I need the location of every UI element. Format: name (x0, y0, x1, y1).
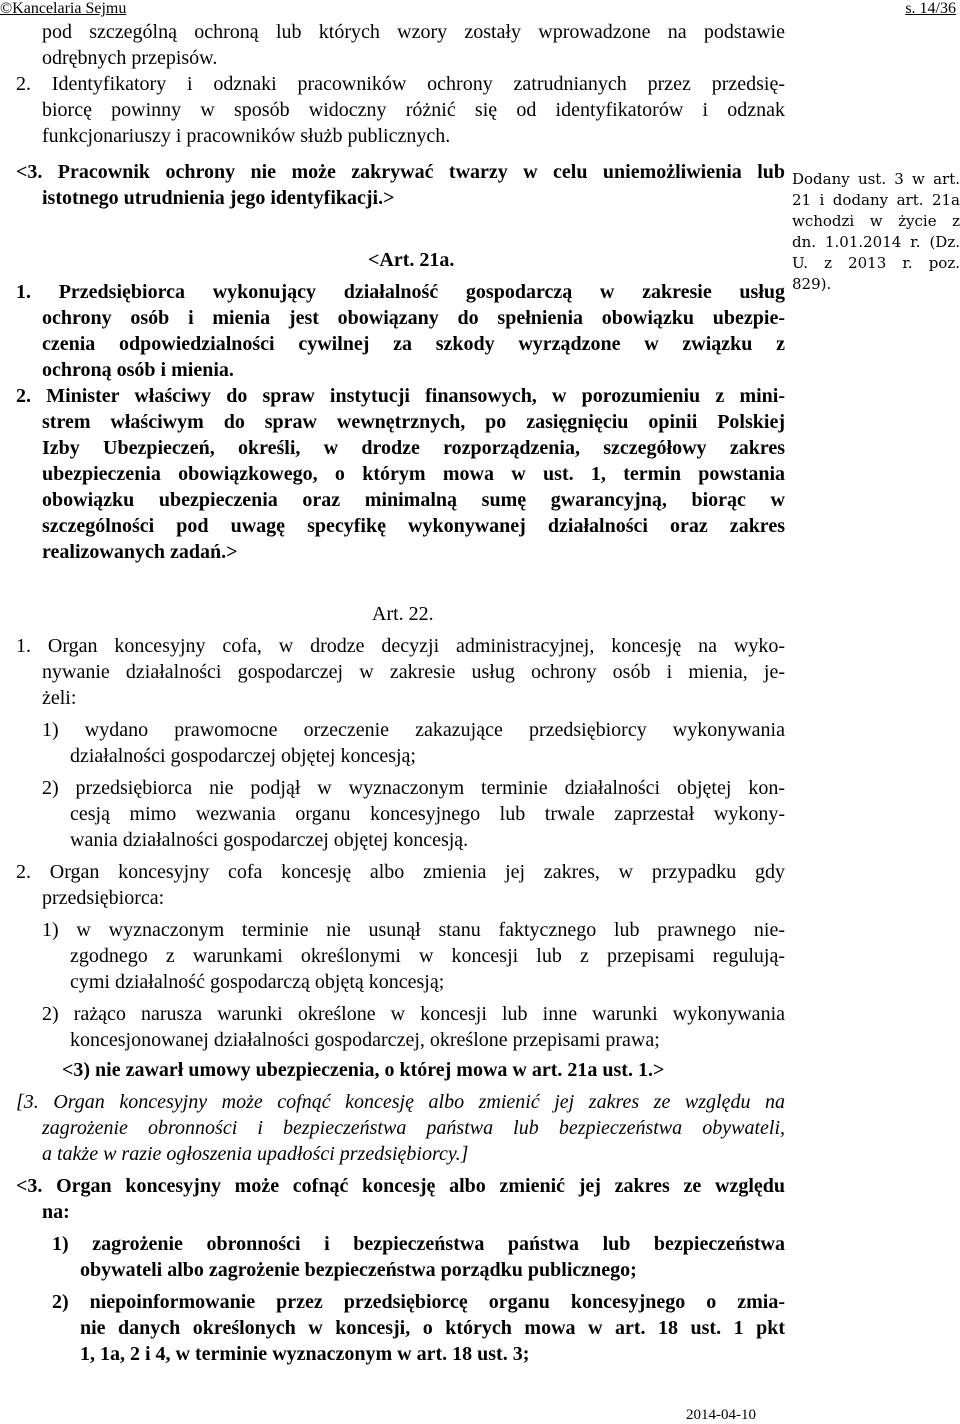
text-line: 1) w wyznaczonym terminie nie usunął stanu faktycznego lub prawnego nie- (42, 919, 785, 941)
margin-note-line: dn. 1.01.2014 r. (Dz. (792, 233, 960, 251)
text-line: 1. Organ koncesyjny cofa, w drodze decyzji administracyjnej, koncesję na wyko- (16, 635, 785, 657)
text-line: ochrony osób i mienia jest obowiązany do spełnienia obowiązku ubezpie- (42, 307, 785, 329)
text-line: istotnego utrudnienia jego identyfikacji.> (42, 187, 395, 209)
text-line: <Art. 21a. (368, 249, 455, 271)
footer-date: 2014-04-10 (686, 1407, 756, 1423)
text-line: odrębnych przepisów. (42, 47, 218, 69)
text-line: 1) wydano prawomocne orzeczenie zakazujące przedsiębiorcy wykonywania (42, 719, 785, 741)
text-line: <3) nie zawarł umowy ubezpieczenia, o której mowa w art. 21a ust. 1.> (62, 1059, 665, 1081)
text-line: nywanie działalności gospodarczej w zakresie usług ochrony osób i mienia, je- (42, 661, 785, 683)
text-line: 2. Identyfikatory i odznaki pracowników ochrony zatrudnianych przez przedsię- (16, 73, 785, 95)
text-line: na: (42, 1201, 70, 1223)
text-line: biorcę powinny w sposób widoczny różnić się od identyfikatorów i odznak (42, 99, 785, 121)
text-line: wania działalności gospodarczej objętej koncesją. (70, 829, 469, 851)
text-line: <3. Organ koncesyjny może cofnąć koncesję albo zmienić jej zakres ze względu (16, 1175, 785, 1197)
text-line: działalności gospodarczej objętej koncesją; (70, 745, 416, 767)
text-line: ubezpieczenia obowiązkowego, o którym mowa w ust. 1, termin powstania (42, 463, 785, 485)
text-line: zgodnego z warunkami określonymi w koncesji lub z przepisami regulują- (70, 945, 785, 967)
header-page-number[interactable] (905, 0, 956, 18)
text-line: funkcjonariuszy i pracowników służb publicznych. (42, 125, 451, 147)
margin-note-line: 829). (792, 275, 832, 293)
text-line: ochroną osób i mienia. (42, 359, 234, 381)
margin-note-line: wchodzi w życie z (792, 212, 960, 230)
text-line: 2. Minister właściwy do spraw instytucji finansowych, w porozumieniu z mini- (16, 385, 785, 407)
text-line: czenia odpowiedzialności cywilnej za szkody wyrządzone w związku z (42, 333, 785, 355)
header-source[interactable] (0, 0, 126, 18)
text-line: obywateli albo zagrożenie bezpieczeństwa porządku publicznego; (80, 1259, 637, 1281)
text-line: realizowanych zadań.> (42, 541, 238, 563)
margin-note-line: U. z 2013 r. poz. (792, 254, 960, 272)
text-line: strem właściwym do spraw wewnętrznych, po zasięgnięciu opinii Polskiej (42, 411, 785, 433)
text-line: cymi działalność gospodarczą objętą koncesją; (70, 971, 445, 993)
text-line: cesją mimo wezwania organu koncesyjnego lub trwale zaprzestał wykony- (70, 803, 785, 825)
text-line: 2) niepoinformowanie przez przedsiębiorcę organu koncesyjnego o zmia- (52, 1291, 785, 1313)
text-line: 2) przedsiębiorca nie podjął w wyznaczonym terminie działalności objętej kon- (42, 777, 785, 799)
text-line: szczególności pod uwagę specyfikę wykonywanej działalności oraz zakres (42, 515, 785, 537)
margin-note-line: Dodany ust. 3 w art. (792, 170, 960, 188)
header-source-link[interactable]: ©Kancelaria Sejmu (0, 0, 127, 17)
text-line: nie danych określonych w koncesji, o których mowa w art. 18 ust. 1 pkt (80, 1317, 785, 1339)
text-line: koncesjonowanej działalności gospodarczej, określone przepisami prawa; (70, 1029, 660, 1051)
text-line: 2) rażąco narusza warunki określone w koncesji lub inne warunki wykonywania (42, 1003, 785, 1025)
text-line: Izby Ubezpieczeń, określi, w drodze rozporządzenia, szczegółowy zakres (42, 437, 785, 459)
text-line: pod szczególną ochroną lub których wzory zostały wprowadzone na podstawie (42, 21, 785, 43)
text-line: zagrożenie obronności i bezpieczeństwa państwa lub bezpieczeństwa obywateli, (42, 1117, 785, 1139)
text-line: 2. Organ koncesyjny cofa koncesję albo zmienia jej zakres, w przypadku gdy (16, 861, 785, 883)
text-line: 1) zagrożenie obronności i bezpieczeństwa państwa lub bezpieczeństwa (52, 1233, 785, 1255)
text-line: [3. Organ koncesyjny może cofnąć koncesję albo zmienić jej zakres ze względu na (16, 1091, 785, 1113)
text-line: Art. 22. (372, 603, 434, 625)
text-line: przedsiębiorca: (42, 887, 165, 909)
margin-note-line: 21 i dodany art. 21a (792, 191, 960, 209)
text-line: żeli: (42, 687, 77, 709)
text-line: a także w razie ogłoszenia upadłości przedsiębiorcy.] (42, 1143, 469, 1165)
text-line: <3. Pracownik ochrony nie może zakrywać twarzy w celu uniemożliwienia lub (16, 161, 785, 183)
text-line: obowiązku ubezpieczenia oraz minimalną sumę gwarancyjną, biorąc w (42, 489, 785, 511)
margin-note (792, 169, 960, 295)
text-line: 1, 1a, 2 i 4, w terminie wyznaczonym w art. 18 ust. 3; (80, 1343, 530, 1365)
page-number-link[interactable]: s. 14/36 (905, 0, 956, 17)
text-line: 1. Przedsiębiorca wykonujący działalność gospodarczą w zakresie usług (16, 281, 785, 303)
